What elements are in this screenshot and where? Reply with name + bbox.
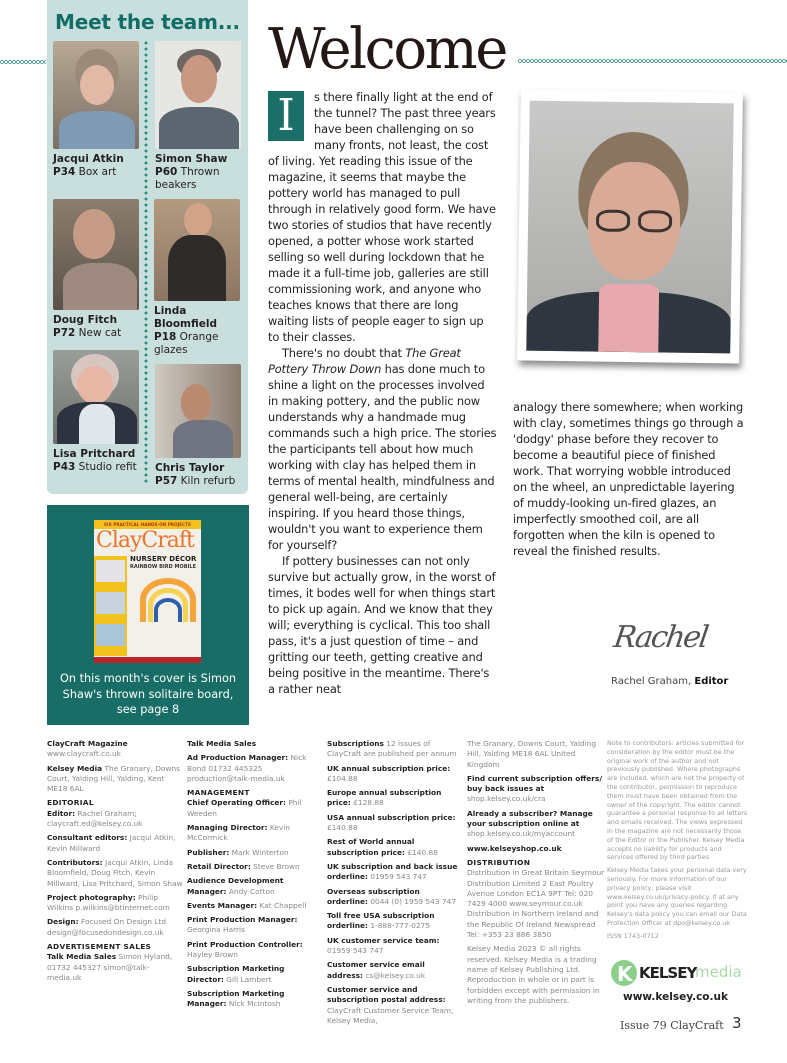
member-photo — [155, 364, 241, 458]
credit-value: £104.88 — [327, 773, 358, 783]
credit-block — [467, 944, 605, 1006]
credit-label: Customer service email address: — [327, 960, 425, 980]
credit-block — [187, 989, 323, 1010]
member-topic: Thrown beakers — [155, 166, 220, 191]
credits-column — [327, 739, 462, 1026]
credit-label: UK subscription and back issue orderline: — [327, 861, 458, 882]
article-column-2 — [513, 399, 745, 559]
credit-section-heading: MANAGEMENT — [187, 788, 250, 798]
credit-block — [327, 788, 462, 809]
credit-block — [187, 823, 323, 844]
cover-top-band: SIX PRACTICAL HANDS-ON PROJECTS — [94, 520, 201, 529]
credit-label: Contributors: — [47, 857, 103, 867]
member-topic: Studio refit — [78, 461, 137, 473]
credit-block — [467, 739, 605, 770]
decorative-rule — [0, 60, 46, 64]
team-member — [53, 41, 141, 179]
credit-value: Hayley Brown — [187, 950, 238, 960]
credit-value: Distribution in Great Britain Seymour Distribution Limited 2 East Poultry Avenue London EC1A 9PT Tel: 020 7429 4000 www.seymour.co.uk Distribution in Northern Ireland and the Republic Of Ireland Newspread Tel: +353 23 886 3850 — [467, 868, 605, 940]
credit-label: Chief Operating Officer: — [187, 798, 286, 808]
credit-block — [47, 942, 183, 983]
folio-issue: Issue 79 ClayCraft — [620, 1019, 724, 1032]
credit-block — [467, 844, 605, 854]
credit-block — [187, 848, 323, 858]
credit-block — [187, 862, 323, 872]
credit-label: Consultant editors: — [47, 833, 128, 843]
credit-label: Talk Media Sales — [47, 952, 117, 962]
editor-photo — [517, 89, 743, 363]
credit-value: Jacqui Atkin, Linda Bloomfield, Doug Fitch, Kevin Millward, Lisa Pritchard, Simon Shaw — [47, 857, 183, 888]
credit-label: Europe annual subscription price: — [327, 788, 442, 808]
member-page-ref: P34 — [53, 166, 76, 178]
credit-block — [47, 764, 183, 795]
team-member — [155, 364, 243, 488]
credit-label: UK annual subscription price: — [327, 763, 451, 773]
cover-caption: On this month's cover is Simon Shaw's thrown solitaire board, see page 8 — [59, 672, 237, 716]
credit-block — [187, 901, 323, 911]
credit-block — [187, 739, 323, 749]
credit-value: 12 issues of ClayCraft are published per annum — [327, 739, 457, 759]
credit-section-heading: EDITORIAL — [47, 798, 94, 808]
member-photo — [53, 350, 139, 444]
drop-cap: I — [268, 91, 304, 141]
credit-value: cs@kelsey.co.uk — [365, 970, 426, 980]
credit-label: Customer service and subscription postal address: — [327, 984, 446, 1005]
credit-value: Focused On Design Ltd design@focusedondesign.co.uk — [47, 917, 167, 937]
member-page-ref: P57 — [155, 475, 178, 487]
member-name: Chris Taylor — [155, 462, 225, 474]
credit-value: Phil Weeden — [187, 798, 302, 818]
member-name: Linda Bloomfield — [154, 305, 217, 330]
credit-block — [607, 932, 749, 941]
credit-value: shop.kelsey.co.uk/myaccount — [467, 829, 576, 839]
member-name: Simon Shaw — [155, 153, 228, 165]
credit-value: £128.88 — [353, 798, 384, 808]
wavy-divider — [144, 40, 148, 485]
member-page-ref: P43 — [53, 461, 76, 473]
credit-label: Talk Media Sales — [187, 739, 257, 748]
credit-label: Find current subscription offers/ buy back issues at — [467, 773, 603, 794]
member-topic: Box art — [78, 166, 117, 178]
credit-block — [327, 911, 462, 932]
team-member — [154, 199, 242, 357]
credit-label: Print Production Manager: — [187, 915, 298, 925]
credit-label: Audience Development Manager: — [187, 876, 284, 896]
decorative-rule — [518, 59, 787, 63]
credit-value: 1-888-777-0275 — [370, 921, 431, 931]
credit-block — [607, 739, 749, 862]
member-name: Lisa Pritchard — [53, 448, 136, 460]
credit-value: Jacqui Atkin, Kevin Millward — [47, 833, 176, 853]
credit-block — [47, 798, 183, 829]
member-name: Doug Fitch — [53, 314, 118, 326]
credit-value: Philip Wilkins p.wilkins@btinternet.com — [47, 892, 170, 913]
credit-value: Georgina Harris — [187, 925, 245, 935]
credit-value: ISSN 1743-0712 — [607, 931, 659, 940]
credit-value: The Granary, Downs Court, Yalding Hill, Yalding, Kent ME18 6AL — [47, 763, 180, 794]
member-topic: New cat — [78, 327, 122, 339]
team-title: Meet the team... — [55, 10, 240, 34]
credit-block — [187, 964, 323, 985]
editor-signoff: Rachel Graham, Editor — [611, 676, 729, 687]
credit-label: www.kelseyshop.co.uk — [467, 843, 562, 853]
member-page-ref: P72 — [53, 327, 76, 339]
credit-value: £140.88 — [407, 847, 438, 857]
credit-block — [187, 940, 323, 961]
kelsey-media-logo: K KELSEY media — [611, 960, 731, 988]
credits-column — [47, 739, 183, 983]
cover-logo: ClayCraft — [96, 528, 194, 553]
credit-section-heading: ADVERTISEMENT SALES — [47, 942, 152, 952]
credit-label: Toll free USA subscription orderline: — [327, 911, 435, 931]
credit-block — [327, 887, 462, 908]
credit-label: Design: — [47, 917, 79, 927]
page-number: 3 — [732, 1014, 742, 1032]
team-member — [155, 41, 243, 192]
paragraph: If pottery businesses can not only survive but actually grow, in the worst of times, it bodes well for when things start to pick up again. And we know that they will; everything is cyclical. This too shall pass, it's a just question of time – and gritting our teeth, getting creative and being positive in the meantime. There's a rather neat — [268, 554, 496, 696]
credit-block — [607, 866, 749, 928]
credit-value: Andy Cotton — [228, 886, 275, 896]
credit-value: Kat Chappell — [259, 900, 307, 910]
credit-value: www.claycraft.co.uk — [47, 749, 121, 759]
credit-block — [47, 858, 183, 889]
credit-value: 0044 (0) 1959 543 747 — [370, 896, 457, 906]
member-photo — [53, 199, 139, 310]
credit-label: Subscription Marketing Manager: — [187, 988, 285, 1009]
credit-block — [327, 985, 462, 1026]
member-page-ref: P60 — [155, 166, 178, 178]
member-name: Jacqui Atkin — [53, 153, 124, 165]
credit-value: £140.88 — [327, 823, 358, 833]
team-member — [53, 199, 141, 340]
member-topic: Kiln refurb — [180, 475, 236, 487]
credit-label: USA annual subscription price: — [327, 812, 456, 822]
credit-value: Simon Hyland, 01732 445327 simon@talk-media.uk — [47, 952, 173, 982]
cover-panel — [47, 505, 249, 725]
credit-label: Already a subscriber? Manage your subscription online at — [467, 808, 593, 829]
credit-label: Rest of World annual subscription price: — [327, 837, 415, 857]
credit-block — [467, 774, 605, 805]
article-column-1 — [268, 89, 497, 697]
credit-label: Print Production Controller: — [187, 939, 303, 949]
credit-block — [47, 893, 183, 914]
credit-label: Subscriptions — [327, 739, 384, 748]
credits-column — [607, 739, 749, 941]
credit-value: Gill Lambert — [226, 974, 272, 984]
credit-block — [467, 809, 605, 840]
credit-block — [187, 753, 323, 784]
credit-block — [187, 915, 323, 936]
credit-label: ClayCraft Magazine — [47, 739, 128, 748]
credit-value: 01959 543 747 — [327, 946, 384, 956]
credit-block — [327, 862, 462, 883]
credit-block — [327, 764, 462, 785]
team-member — [53, 350, 141, 474]
credit-label: Project photography: — [47, 892, 136, 902]
member-page-ref: P18 — [154, 331, 177, 343]
credit-value: Kelsey Media 2023 © all rights reserved. Kelsey Media is a trading name of Kelsey Publishing Ltd. Reproduction in whole or in part is forbidden except with permission in writing from the publishers. — [467, 944, 600, 1005]
member-photo — [53, 41, 139, 149]
credit-value: Kelsey Media takes your personal data very seriously. For more information of our privacy policy, please visit www.kelsey.co.uk/privacy-policy. If at any point you have any queries regarding Kelsey's data policy you can email our Data Protection Officer at dpo@kelsey.co.uk — [607, 866, 747, 927]
editor-signature: Rachel — [611, 620, 710, 655]
credit-label: Events Manager: — [187, 900, 258, 910]
credit-label: Overseas subscription orderline: — [327, 886, 420, 906]
cover-headline: NURSERY DÉCOR — [130, 555, 197, 563]
credit-section-heading: DISTRIBUTION — [467, 857, 531, 867]
credit-label: Publisher: — [187, 847, 230, 857]
magazine-cover-image[interactable] — [94, 520, 201, 663]
credits-column — [187, 739, 323, 1010]
page-title: Welcome — [268, 17, 506, 82]
member-photo — [154, 199, 240, 301]
credit-value: The Granary, Downs Court, Yalding Hill, Yalding ME18 6AL United Kingdom — [467, 739, 597, 769]
credit-label: Retail Director: — [187, 861, 251, 871]
credit-value: Mark Winterton — [231, 847, 289, 857]
paragraph: There's no doubt that The Great Pottery Throw Down has done much to shine a light on the processes involved in making pottery, and the public now understands why a handmade mug commands such a high price. The stories the participants tell about how much working with clay has helped them in terms of mental health, mindfulness and general well-being, are certainly inspiring. If you heard those things, wouldn't you want to experience them for yourself? — [268, 346, 497, 552]
credit-label: Editor: — [47, 808, 76, 818]
publisher-url[interactable]: www.kelsey.co.uk — [623, 991, 728, 1003]
credit-value: Nick Bond 01732 445325 production@talk-media.uk — [187, 753, 307, 783]
credit-block — [47, 917, 183, 938]
credit-label: Subscription Marketing Director: — [187, 964, 285, 984]
credit-block — [327, 813, 462, 834]
credit-label: Managing Director: — [187, 823, 268, 833]
credit-value: 01959 543 747 — [370, 872, 427, 882]
credit-label: Ad Production Manager: — [187, 753, 289, 763]
credit-block — [47, 739, 183, 760]
credit-block — [187, 788, 323, 819]
credit-block — [187, 876, 323, 897]
credit-value: shop.kelsey.co.uk/cra — [467, 794, 546, 804]
credit-value: ClayCraft Customer Service Team, Kelsey Media, — [327, 1005, 454, 1025]
credit-label: Kelsey Media — [47, 763, 103, 773]
credit-block — [327, 739, 462, 760]
credit-label: UK customer service team: — [327, 935, 440, 945]
cover-bottom-band — [94, 657, 201, 663]
meet-the-team-panel — [47, 0, 248, 494]
credit-value: Nick McIntosh — [228, 999, 281, 1009]
paragraph: analogy there somewhere; when working with clay, sometimes things go through a 'dodgy' phase before they recover to become a beautiful piece of finished work. That worrying wobble introduced on the wheel, an unpredictable layering of muddy-looking un-fired glazes, an imperfectly smoothed coil, are all forgotten when the kiln is opened to reveal the finished results. — [513, 400, 744, 558]
credit-block — [47, 833, 183, 854]
credit-value: Rachel Graham; claycraft.ed@kelsey.co.uk — [47, 808, 143, 829]
cover-sidebar — [94, 556, 127, 656]
credit-block — [327, 960, 462, 981]
credit-value: Steve Brown — [253, 861, 300, 871]
credit-value: Note to contributors: articles submitted for consideration by the editor must be the original work of the author and not previously published. Where photographs are included, which are not the property of the contributor, permission to reproduce them must have been obtained from the owner of the copyright. The editor cannot guarantee a personal response to all letters and emails received. The views expressed in the magazine are not necessarily those of the Editor or the Publisher. Kelsey Media accepts no liability for products and services offered by third parties. — [607, 739, 748, 862]
credit-block — [467, 858, 605, 940]
cover-subheadline: RAINBOW BIRD MOBILE — [130, 564, 196, 570]
credit-block — [327, 837, 462, 858]
member-topic: Orange glazes — [154, 331, 219, 356]
paragraph: I s there finally light at the end of the tunnel? The past three years have been challenging on so many fronts, not least, the cost of living. Yet reading this issue of the magazine, it seems that maybe the pottery world has managed to pull through in relatively good form. We have two stories of studios that have recently opened, a potter whose work started selling so well during lockdown that he made it a full-time job, galleries are still commissioning work, and anyone who teaches knows that there are long waiting lists of people eager to sign up to their classes. — [268, 90, 496, 344]
member-photo — [155, 41, 241, 149]
credit-block — [327, 936, 462, 957]
credit-value: Kevin McCormick — [187, 823, 290, 843]
credits-column — [467, 739, 605, 1006]
